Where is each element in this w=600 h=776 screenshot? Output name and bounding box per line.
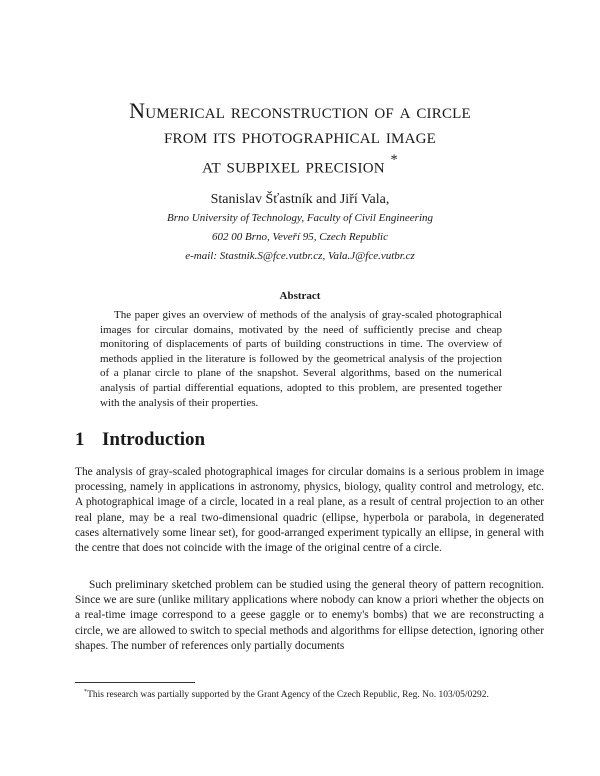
footnote-rule: [75, 682, 195, 683]
paragraph-1: The analysis of gray-scaled photographical images for circular domains is a serious problem in image processing, namely in applications in astronomy, physics, biology, quality control and metrology, etc. A photographical image of a circle, located in a real plane, as a result of central projection to an other real plane, may be a real two-dimensional quadric (ellipse, hyperbola or parabola, in degenerated cases alternatively some linear set), for good-arranged experiment typically an ellipse, in general with the centre that does not coincide with the image of the original centre of a circle.: [75, 466, 544, 555]
footnote-mark: *: [84, 689, 88, 695]
footnote: [75, 687, 544, 701]
affiliation-university: Brno University of Technology, Faculty of Civil Engineering: [167, 212, 433, 224]
authors: Stanislav Šťastník and Jiří Vala,: [210, 192, 390, 207]
title-line-3-text: at subpixel precision: [202, 152, 385, 178]
title-line-1: Numerical reconstruction of a circle: [129, 98, 471, 123]
paper-title: [60, 98, 540, 177]
title-footnote-mark: *: [390, 152, 398, 168]
title-line-3: [60, 148, 540, 177]
section-heading: [75, 429, 205, 451]
title-line-2: from its photographical image: [163, 123, 437, 148]
section-title: Introduction: [102, 429, 206, 450]
paragraph-2: Such preliminary sketched problem can be studied using the general theory of pattern recognition. Since we are sure (unlike military applications where nobody can know a priori whether the objects on a real-time image correspond to a geese gaggle or to enemy's bombs) that we are reconstructing a circle, we are allowed to switch to special methods and algorithms for ellipse detection, ignoring other shapes. The number of references only partially documents: [75, 579, 544, 652]
abstract-heading: Abstract: [279, 290, 321, 302]
affiliation-address: 602 00 Brno, Veveří 95, Czech Republic: [212, 231, 388, 243]
abstract-text: The paper gives an overview of methods of the analysis of gray-scaled photographical images for circular domains, motivated by the need of sufficiently precise and cheap monitoring of displacements of parts of building constructions in time. The overview of methods applied in the literature is followed by the geometrical analysis of the projection of a planar circle to plane of the snapshot. Several algorithms, based on the numerical analysis of partial differential equations, adopted to this problem, are presented together with the analysis of their properties.: [100, 309, 502, 409]
section-number: 1: [75, 429, 85, 450]
affiliation-email: e-mail: Stastnik.S@fce.vutbr.cz, Vala.J@fce.vutbr.cz: [185, 250, 415, 262]
footnote-text: This research was partially supported by the Grant Agency of the Czech Republic, Reg. No. 103/05/0292.: [87, 690, 489, 701]
